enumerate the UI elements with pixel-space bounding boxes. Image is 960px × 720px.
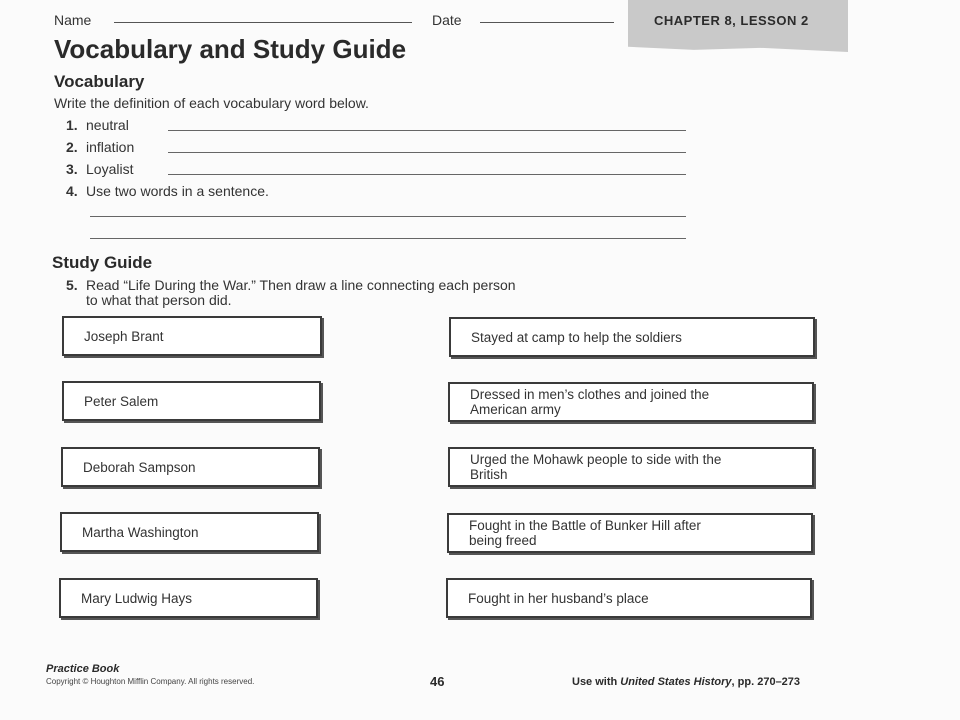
sentence-line-2[interactable] (90, 238, 686, 239)
vocab-item-3: 3. Loyalist (66, 161, 134, 177)
vocab-item-2: 2. inflation (66, 139, 135, 155)
page-title: Vocabulary and Study Guide (54, 34, 407, 64)
deed-text: Dressed in men’s clothes and joined the American army (470, 387, 710, 417)
answer-line-3[interactable] (168, 174, 686, 175)
person-name: Mary Ludwig Hays (81, 590, 193, 606)
sentence-line-1[interactable] (90, 216, 686, 217)
person-name: Martha Washington (82, 524, 199, 540)
vocab-item-4: 4. Use two words in a sentence. (66, 183, 269, 199)
answer-line-1[interactable] (168, 130, 686, 131)
page-number: 46 (430, 674, 445, 689)
person-name: Peter Salem (84, 393, 159, 409)
person-box-deborah-sampson[interactable] (61, 447, 320, 487)
person-name: Joseph Brant (84, 328, 164, 344)
deed-box-5[interactable] (446, 578, 812, 618)
person-box-joseph-brant[interactable] (62, 316, 322, 356)
footer-copyright: Copyright © Houghton Mifflin Company. All rights reserved. (46, 677, 255, 686)
deed-text: Urged the Mohawk people to side with the British (470, 452, 722, 482)
deed-box-3[interactable] (448, 447, 814, 487)
person-name: Deborah Sampson (83, 459, 196, 475)
deed-text: Stayed at camp to help the soldiers (471, 329, 682, 345)
deed-box-2[interactable] (448, 382, 814, 422)
footer-practice-book: Practice Book (46, 663, 120, 675)
deed-box-4[interactable] (447, 513, 813, 553)
footer-use-with: Use with United States History, pp. 270–273 (572, 676, 801, 688)
name-label: Name (54, 12, 92, 28)
chapter-label: CHAPTER 8, LESSON 2 (654, 13, 809, 28)
study-guide-heading: Study Guide (52, 253, 153, 272)
vocabulary-instruction: Write the definition of each vocabulary word below. (54, 95, 369, 111)
deed-text: Fought in her husband’s place (468, 590, 649, 606)
deed-box-1[interactable] (449, 317, 815, 357)
study-question: 5. Read “Life During the War.” Then draw a line connecting each person to what that person did. (66, 277, 516, 308)
vocabulary-heading: Vocabulary (54, 72, 145, 91)
person-box-martha-washington[interactable] (60, 512, 319, 552)
date-label: Date (432, 12, 462, 28)
deed-text: Fought in the Battle of Bunker Hill after being freed (469, 518, 701, 548)
name-line[interactable] (114, 22, 412, 23)
vocab-item-1: 1. neutral (66, 117, 129, 133)
person-box-mary-ludwig-hays[interactable] (59, 578, 318, 618)
person-box-peter-salem[interactable] (62, 381, 321, 421)
date-line[interactable] (480, 22, 614, 23)
answer-line-2[interactable] (168, 152, 686, 153)
